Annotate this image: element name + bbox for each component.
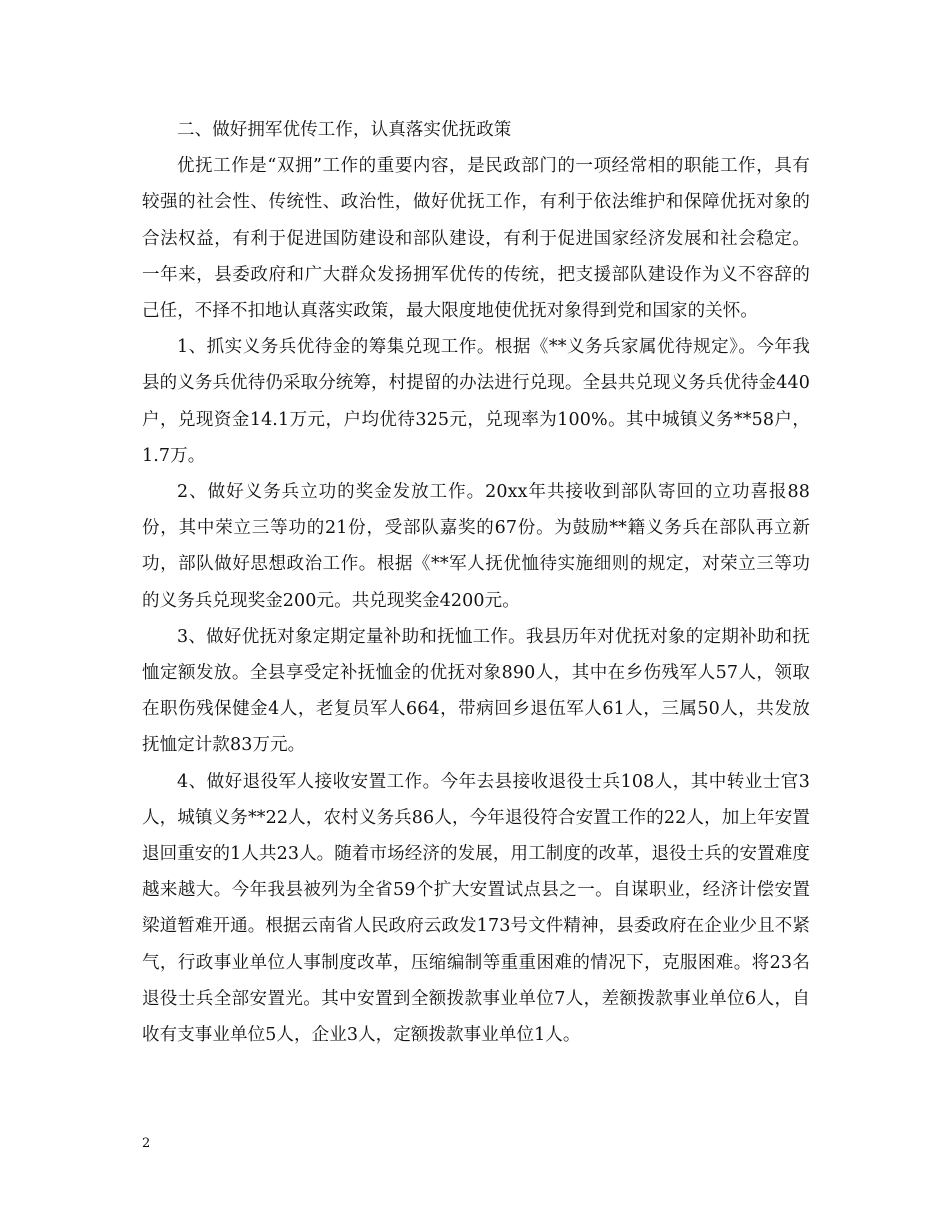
page-number: 2 (142, 1136, 151, 1151)
document-body (142, 112, 810, 1053)
paragraph-item-3: 3、做好优抚对象定期定量补助和抚恤工作。我县历年对优抚对象的定期补助和抚恤定额发放。全县享受定补抚恤金的优抚对象890人，其中在乡伤残军人57人，领取在职伤残保健金4人，老复员军人664，带病回乡退伍军人61人，三属50人，共发放抚恤定计款83万元。 (142, 626, 810, 756)
paragraph-item-1: 1、抓实义务兵优待金的筹集兑现工作。根据《**义务兵家属优待规定》。今年我县的义务兵优待仍采取分统筹，村提留的办法进行兑现。全县共兑现义务兵优待金440户，兑现资金14.1万元，户均优待325元，兑现率为100%。其中城镇义务**58户，1.7万。 (142, 337, 810, 466)
paragraph-item-4: 4、做好退役军人接收安置工作。今年去县接收退役士兵108人，其中转业士官3人，城镇义务**22人，农村义务兵86人，今年退役符合安置工作的22人，加上年安置退回重安的1人共23人。随着市场经济的发展，用工制度的改革，退役士兵的安置难度越来越大。今年我县被列为全省59个扩大安置试点县之一。自谋职业，经济计偿安置梁道暂难开通。根据云南省人民政府云政发173号文件精神，县委政府在企业少且不紧气，行政事业单位人事制度改革，压缩编制等重重困难的情况下，克服困难。将23名退役士兵全部安置光。其中安置到全额拨款事业单位7人，差额拨款事业单位6人，自收有支事业单位5人，企业3人，定额拨款事业单位1人。 (142, 771, 810, 1046)
paragraph-item-2: 2、做好义务兵立功的奖金发放工作。20xx年共接收到部队寄回的立功喜报88份，其中荣立三等功的21份，受部队嘉奖的67份。为鼓励**籍义务兵在部队再立新功，部队做好思想政治工作。根据《**军人抚优恤待实施细则的规定，对荣立三等功的义务兵兑现奖金200元。共兑现奖金4200元。 (142, 482, 810, 611)
section-heading: 二、做好拥军优传工作，认真落实优抚政策 (177, 120, 512, 140)
paragraph-intro: 优抚工作是“双拥”工作的重要内容，是民政部门的一项经常相的职能工作，具有较强的社会性、传统性、政治性，做好优抚工作，有利于依法维护和保障优抚对象的合法权益，有利于促进国防建设和部队建设，有利于促进国家经济发展和社会稳定。一年来，县委政府和广大群众发扬拥军优传的传统，把支援部队建设作为义不容辞的己任，不择不扣地认真落实政策，最大限度地使优抚对象得到党和国家的关怀。 (142, 156, 810, 322)
